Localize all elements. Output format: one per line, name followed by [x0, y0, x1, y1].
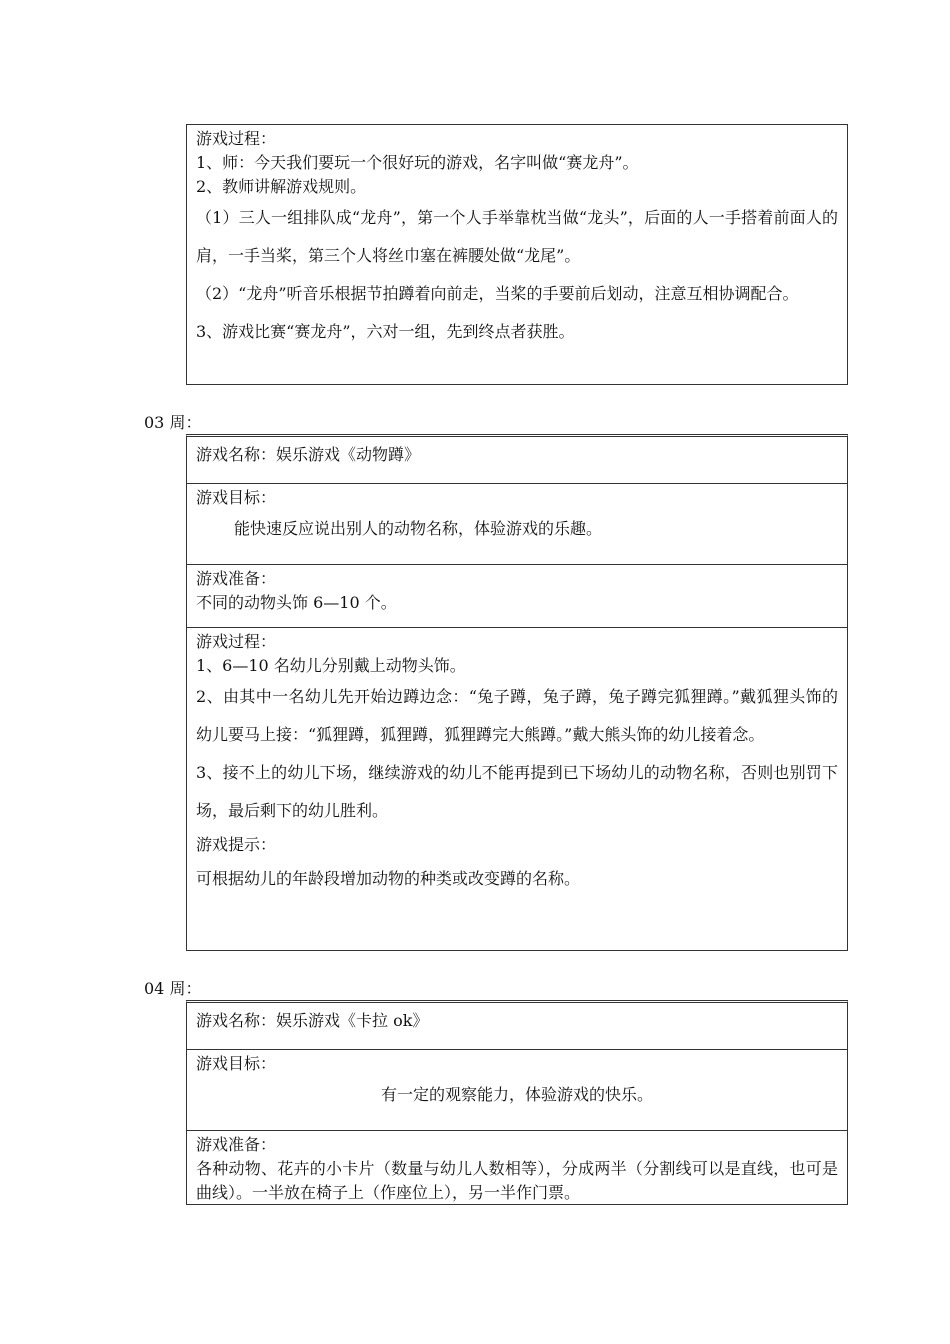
- process-line: 1、师：今天我们要玩一个很好玩的游戏，名字叫做“赛龙舟”。: [196, 153, 639, 172]
- tip-title: 游戏提示：: [196, 835, 277, 854]
- week-label: 03 周：: [144, 413, 202, 432]
- game-prep-section: [187, 564, 847, 627]
- prep-title: 游戏准备：: [196, 1135, 277, 1154]
- process-line: 3、游戏比赛“赛龙舟”，六对一组，先到终点者获胜。: [196, 322, 575, 341]
- game-name: 游戏名称：娱乐游戏《动物蹲》: [196, 445, 421, 464]
- process-step: 1、6—10 名幼儿分别戴上动物头饰。: [196, 656, 466, 675]
- goal-title: 游戏目标：: [196, 488, 277, 507]
- prep-text: 各种动物、花卉的小卡片（数量与幼儿人数相等），分成两半（分割线可以是直线，也可是曲线）。一半放在椅子上（作座位上），另一半作门票。: [196, 1159, 838, 1202]
- game-process-section: [187, 627, 847, 898]
- week-label: 04 周：: [144, 979, 202, 998]
- goal-text: 能快速反应说出别人的动物名称，体验游戏的乐趣。: [234, 519, 603, 538]
- process-step: 2、由其中一名幼儿先开始边蹲边念：“兔子蹲，兔子蹲，兔子蹲完狐狸蹲。”戴狐狸头饰的幼儿要马上接：“狐狸蹲，狐狸蹲，狐狸蹲完大熊蹲。”戴大熊头饰的幼儿接着念。: [196, 687, 838, 744]
- game-goal-section: [187, 1049, 847, 1130]
- week03-game-table: [186, 434, 848, 951]
- prep-title: 游戏准备：: [196, 569, 277, 588]
- process-line: 2、教师讲解游戏规则。: [196, 177, 367, 196]
- rule-paragraph: （1）三人一组排队成“龙舟”，第一个人手举靠枕当做“龙头”，后面的人一手搭着前面人的肩，一手当桨，第三个人将丝巾塞在裤腰处做“龙尾”。: [196, 208, 838, 265]
- game-name-section: [187, 1003, 847, 1049]
- game-process-box: [186, 124, 848, 385]
- game-goal-section: [187, 483, 847, 564]
- process-title: 游戏过程：: [196, 129, 277, 148]
- tip-text: 可根据幼儿的年龄段增加动物的种类或改变蹲的名称。: [196, 869, 581, 888]
- week04-game-table: [186, 1000, 848, 1205]
- game-name-section: [187, 437, 847, 483]
- goal-text: 有一定的观察能力，体验游戏的快乐。: [380, 1085, 653, 1104]
- prep-text: 不同的动物头饰 6—10 个。: [196, 593, 397, 612]
- process-step: 3、接不上的幼儿下场，继续游戏的幼儿不能再提到已下场幼儿的动物名称，否则也别罚下场，最后剩下的幼儿胜利。: [196, 763, 838, 820]
- goal-title: 游戏目标：: [196, 1054, 277, 1073]
- rule-paragraph: （2）“龙舟”听音乐根据节拍蹲着向前走，当桨的手要前后划动，注意互相协调配合。: [196, 284, 799, 303]
- process-title: 游戏过程：: [196, 632, 277, 651]
- game-prep-section: [187, 1130, 847, 1205]
- game-name: 游戏名称：娱乐游戏《卡拉 ok》: [196, 1011, 429, 1030]
- process-section: [187, 125, 847, 351]
